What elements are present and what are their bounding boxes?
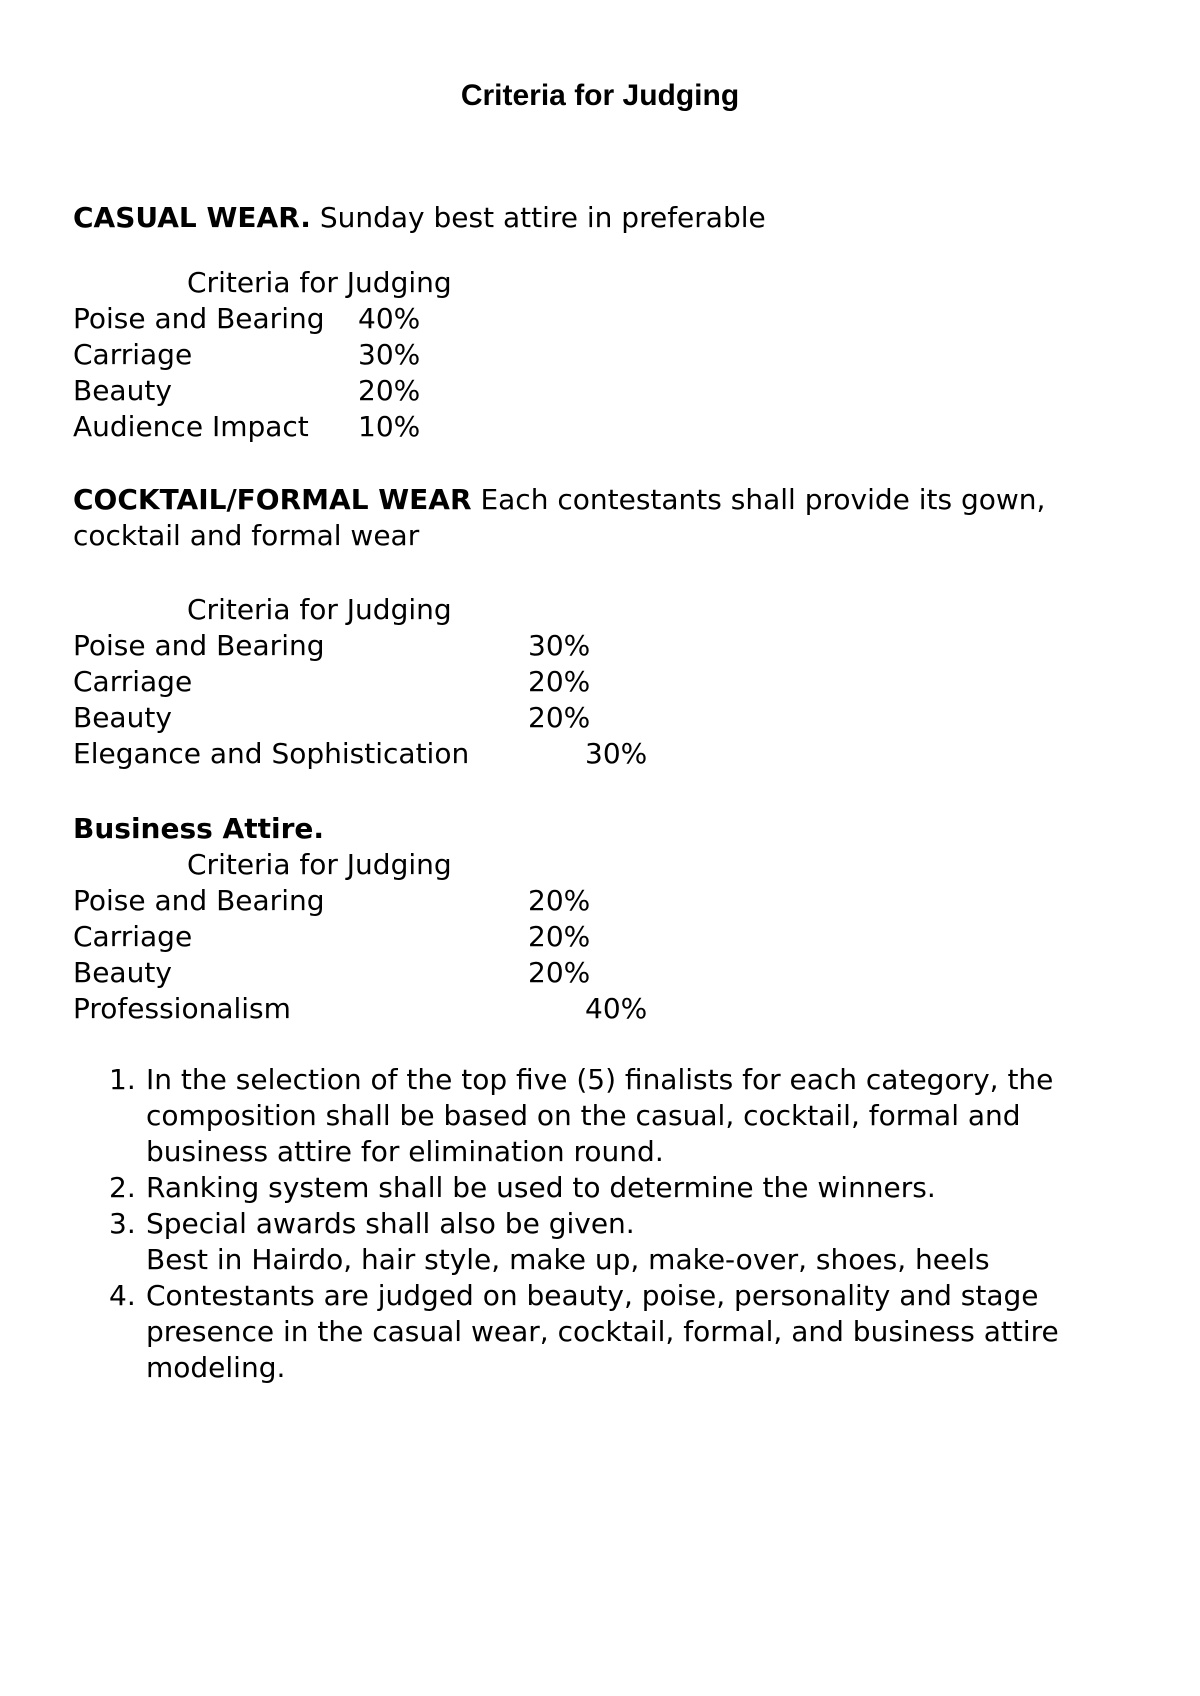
- list-number: 2.: [109, 1171, 136, 1204]
- cocktail-criterion-value: 20%: [528, 701, 591, 734]
- list-item-text: In the selection of the top five (5) finalists for each category, the composition shall be based on the casual, cocktail, formal and business attire for elimination round.: [146, 1063, 1054, 1168]
- business-criterion-label: Poise and Bearing: [73, 884, 325, 917]
- business-criterion-value: 20%: [528, 884, 591, 917]
- casual-criterion-label: Audience Impact: [73, 410, 309, 443]
- list-item: [73, 1170, 1143, 1206]
- rules-list: [73, 1062, 1143, 1386]
- list-number: 1.: [109, 1063, 136, 1096]
- business-criterion-value: 20%: [528, 956, 591, 989]
- cocktail-section-heading: [73, 482, 1143, 554]
- list-item-text: Contestants are judged on beauty, poise, personality and stage presence in the casual wear, cocktail, formal, and business attire modeling.: [146, 1279, 1059, 1384]
- business-criteria-title: Criteria for Judging: [187, 848, 452, 881]
- business-criterion-label: Carriage: [73, 920, 193, 953]
- casual-criterion-value: 30%: [358, 338, 421, 371]
- cocktail-criteria-title: Criteria for Judging: [187, 593, 452, 626]
- cocktail-criterion-value: 20%: [528, 665, 591, 698]
- casual-criteria-title: Criteria for Judging: [187, 266, 452, 299]
- page-title: Criteria for Judging: [460, 79, 740, 112]
- casual-description: Sunday best attire in preferable: [319, 201, 766, 234]
- list-item-text: Ranking system shall be used to determine the winners.: [146, 1171, 936, 1204]
- cocktail-criterion-label: Poise and Bearing: [73, 629, 325, 662]
- list-number: 3.: [109, 1207, 136, 1240]
- list-item: [73, 1278, 1143, 1386]
- cocktail-criterion-label: Carriage: [73, 665, 193, 698]
- business-criterion-label: Beauty: [73, 956, 172, 989]
- business-criterion-label: Professionalism: [73, 992, 291, 1025]
- list-item: [73, 1062, 1143, 1170]
- casual-criterion-value: 40%: [358, 302, 421, 335]
- cocktail-criterion-value: 30%: [528, 629, 591, 662]
- business-criterion-value: 20%: [528, 920, 591, 953]
- casual-heading: CASUAL WEAR.: [73, 201, 311, 234]
- cocktail-heading: COCKTAIL/FORMAL WEAR: [73, 483, 472, 516]
- casual-criterion-label: Beauty: [73, 374, 172, 407]
- cocktail-criterion-label: Elegance and Sophistication: [73, 737, 470, 770]
- list-item-subtext: Best in Hairdo, hair style, make up, make-over, shoes, heels: [146, 1243, 990, 1276]
- list-item-text: Special awards shall also be given.: [146, 1207, 635, 1240]
- cocktail-criterion-value: 30%: [585, 737, 648, 770]
- business-criterion-value: 40%: [585, 992, 648, 1025]
- casual-criterion-value: 10%: [358, 410, 421, 443]
- list-number: 4.: [109, 1279, 136, 1312]
- casual-criterion-label: Carriage: [73, 338, 193, 371]
- casual-criterion-label: Poise and Bearing: [73, 302, 325, 335]
- casual-criterion-value: 20%: [358, 374, 421, 407]
- business-heading: Business Attire.: [73, 812, 325, 845]
- list-item: [73, 1206, 1143, 1278]
- cocktail-description: Each contestants shall provide its gown, cocktail and formal wear: [73, 483, 1046, 552]
- cocktail-criterion-label: Beauty: [73, 701, 172, 734]
- casual-section-heading: [73, 200, 1143, 236]
